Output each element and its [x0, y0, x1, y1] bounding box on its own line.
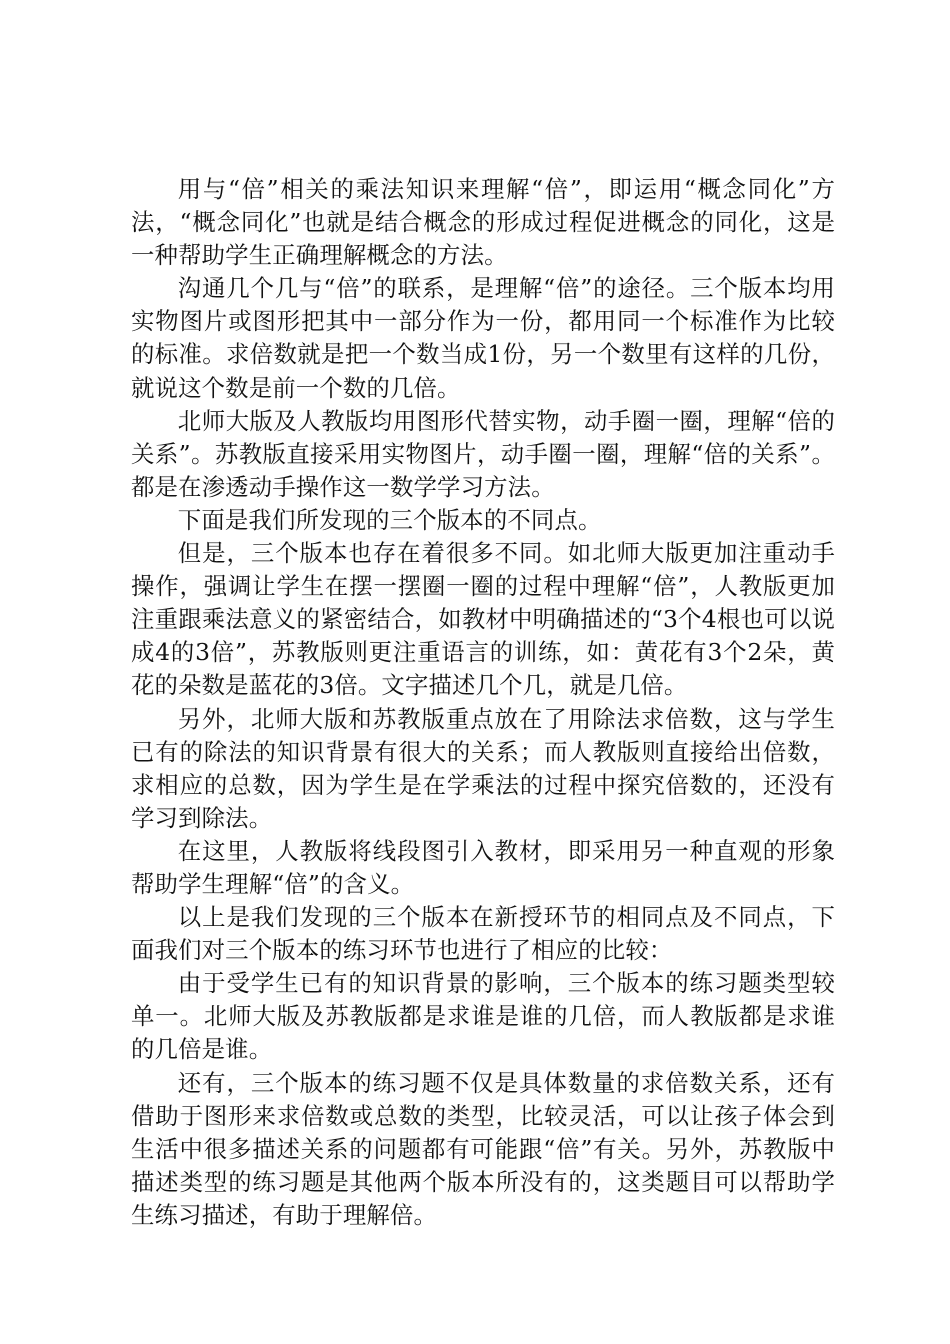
paragraph-7: 在这里，人教版将线段图引入教材，即采用另一种直观的形象帮助学生理解“倍”的含义。 — [131, 836, 835, 898]
paragraph-4: 下面是我们所发现的三个版本的不同点。 — [177, 505, 602, 534]
paragraph-9: 由于受学生已有的知识背景的影响，三个版本的练习题类型较单一。北师大版及苏教版都是求谁是谁的几倍，而人教版都是求谁的几倍是谁。 — [131, 969, 835, 1064]
paragraph-5: 但是，三个版本也存在着很多不同。如北师大版更加注重动手操作，强调让学生在摆一摆圈一圈的过程中理解“倍”，人教版更加注重跟乘法意义的紧密结合，如教材中明确描述的“3个4根也可以说成4的3倍”，苏教版则更注重语言的训练，如：黄花有3个2朵，黄花的朵数是蓝花的3倍。文字描述几个几，就是几倍。 — [131, 539, 835, 700]
paragraph-8: 以上是我们发现的三个版本在新授环节的相同点及不同点，下面我们对三个版本的练习环节也进行了相应的比较： — [131, 903, 835, 965]
paragraph-6: 另外，北师大版和苏教版重点放在了用除法求倍数，这与学生已有的除法的知识背景有很大的关系；而人教版则直接给出倍数，求相应的总数，因为学生是在学乘法的过程中探究倍数的，还没有学习到除法。 — [131, 704, 835, 832]
document-body — [131, 173, 835, 1232]
paragraph-1: 用与“倍”相关的乘法知识来理解“倍”，即运用“概念同化”方法，“概念同化”也就是结合概念的形成过程促进概念的同化，这是一种帮助学生正确理解概念的方法。 — [131, 175, 835, 270]
paragraph-3: 北师大版及人教版均用图形代替实物，动手圈一圈，理解“倍的关系”。苏教版直接采用实物图片，动手圈一圈，理解“倍的关系”。都是在渗透动手操作这一数学学习方法。 — [131, 406, 835, 501]
paragraph-2: 沟通几个几与“倍”的联系，是理解“倍”的途径。三个版本均用实物图片或图形把其中一部分作为一份，都用同一个标准作为比较的标准。求倍数就是把一个数当成1份，另一个数里有这样的几份，就说这个数是前一个数的几倍。 — [131, 274, 835, 402]
paragraph-10: 还有，三个版本的练习题不仅是具体数量的求倍数关系，还有借助于图形来求倍数或总数的类型，比较灵活，可以让孩子体会到生活中很多描述关系的问题都有可能跟“倍”有关。另外，苏教版中描述类型的练习题是其他两个版本所没有的，这类题目可以帮助学生练习描述，有助于理解倍。 — [131, 1068, 835, 1229]
